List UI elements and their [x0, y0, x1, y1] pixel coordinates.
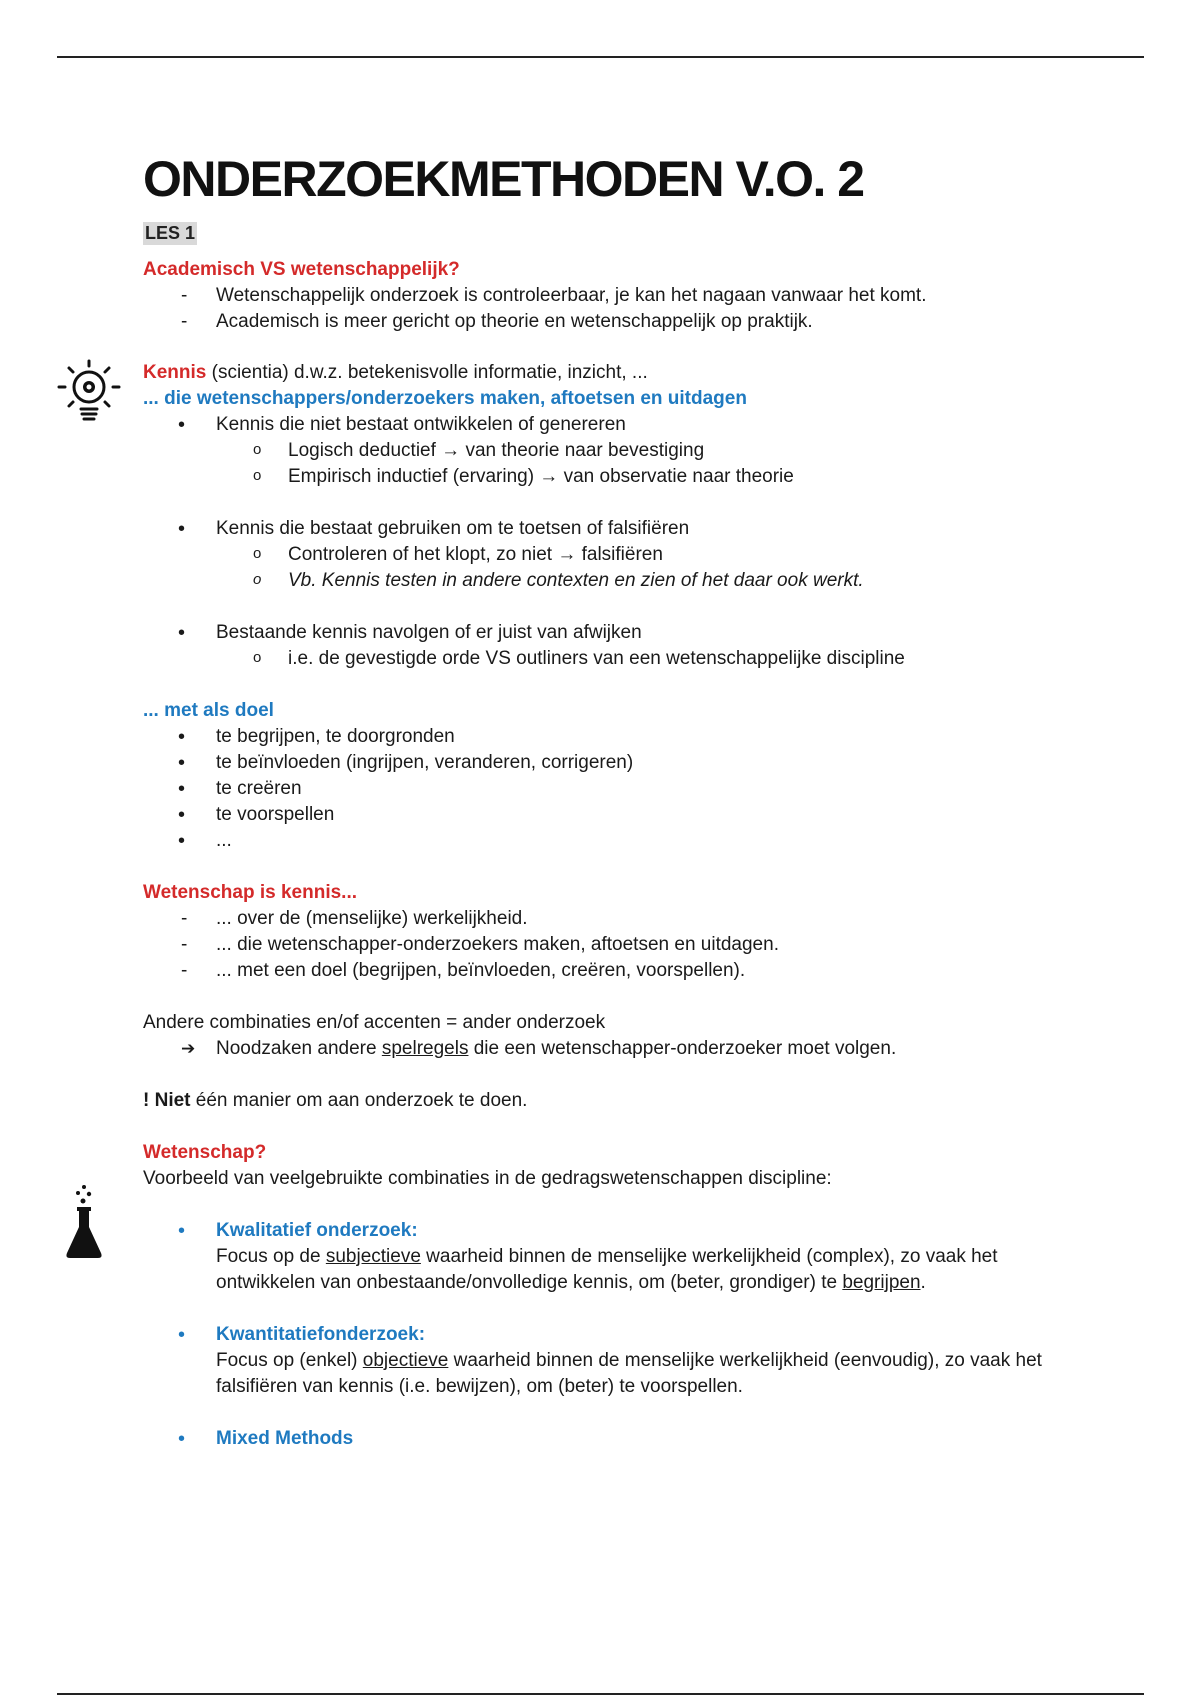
underlined-text: subjectieve — [325, 1246, 421, 1267]
kwan-text — [216, 1348, 1046, 1400]
sub-list-item: o Vb. Kennis testen in andere contexten en zien of het daar ook werkt. — [143, 568, 1063, 594]
list-item: - ... die wetenschapper-onderzoekers maken, aftoetsen en uitdagen. — [143, 932, 1063, 958]
text: waarheid binnen de menselijke werkelijkheid (eenvoudig), zo vaak het falsifiëren van kennis (i.e. bewijzen), om (beter) te voorspellen. — [216, 1350, 1042, 1397]
arrow-item — [143, 1036, 1063, 1062]
list-item: - Academisch is meer gericht op theorie en wetenschappelijk op praktijk. — [143, 309, 1063, 335]
list-item: - ... met een doel (begrijpen, beïnvloeden, creëren, voorspellen). — [143, 958, 1063, 984]
page-title: ONDERZOEKMETHODEN V.O. 2 — [143, 151, 864, 207]
section-wetenschap-kennis — [143, 880, 1063, 984]
kennis-rest: (scientia) d.w.z. betekenisvolle informatie, inzicht, ... — [206, 362, 648, 383]
sub-list-item: o Empirisch inductief (ervaring) → van observatie naar theorie — [143, 464, 1063, 490]
wetenschap-kennis-heading: Wetenschap is kennis... — [143, 882, 358, 903]
kennis-subheading: ... die wetenschappers/onderzoekers maken, aftoetsen en uitdagen — [143, 388, 747, 409]
list-item: • te beïnvloeden (ingrijpen, veranderen, corrigeren) — [143, 750, 1063, 776]
kwal-title: • Kwalitatief onderzoek: — [216, 1220, 418, 1241]
top-rule — [57, 56, 1144, 58]
flask-icon — [64, 1183, 104, 1261]
kwan-title: • Kwantitatiefonderzoek: — [216, 1324, 426, 1345]
section-niet — [143, 1088, 1063, 1114]
doel-heading: ... met als doel — [143, 700, 274, 721]
lightbulb-icon — [56, 358, 122, 424]
wetenschap-intro: Voorbeeld van veelgebruikte combinaties in de gedragswetenschappen discipline: — [143, 1168, 832, 1189]
text: Focus op de — [216, 1246, 326, 1267]
arrow-text: die een wetenschapper-onderzoeker moet volgen. — [468, 1038, 897, 1059]
niet-line — [143, 1088, 1063, 1114]
list-item: • Kennis die bestaat gebruiken om te toetsen of falsifiëren — [143, 516, 1063, 542]
list-item: • Bestaande kennis navolgen of er juist van afwijken — [143, 620, 1063, 646]
list-item: • te voorspellen — [143, 802, 1063, 828]
text: . — [920, 1272, 926, 1293]
list-item: • te begrijpen, te doorgronden — [143, 724, 1063, 750]
list-item: • te creëren — [143, 776, 1063, 802]
underlined-text: begrijpen — [842, 1272, 921, 1293]
section-wetenschap — [143, 1140, 1063, 1452]
section-doel — [143, 698, 1063, 854]
section-kennis — [143, 360, 1063, 672]
kwal-text — [216, 1244, 1026, 1296]
niet-rest: één manier om aan onderzoek te doen. — [190, 1090, 528, 1111]
underlined-text: objectieve — [362, 1350, 449, 1371]
document-content — [143, 150, 1063, 1452]
sub-list-item: o Logisch deductief → van theorie naar bevestiging — [143, 438, 1063, 464]
sub-list-item: o i.e. de gevestigde orde VS outliners van een wetenschappelijke discipline — [143, 646, 1063, 672]
arrow-text: Noodzaken andere — [216, 1038, 382, 1059]
niet-bold: ! Niet — [143, 1090, 191, 1111]
list-item-mixed — [143, 1426, 1063, 1452]
list-item-kwantitatief — [143, 1322, 1063, 1400]
arrow-underlined: spelregels — [381, 1038, 469, 1059]
text: waarheid binnen de menselijke werkelijkheid (complex), zo vaak het ontwikkelen van onbestaande/onvolledige kennis, om (beter, grondiger) te — [216, 1246, 998, 1293]
andere-line: Andere combinaties en/of accenten = ander onderzoek — [143, 1012, 606, 1033]
academisch-heading: Academisch VS wetenschappelijk? — [143, 259, 460, 280]
section-academisch — [143, 257, 1063, 335]
kennis-definition — [143, 360, 1063, 386]
list-item: - ... over de (menselijke) werkelijkheid. — [143, 906, 1063, 932]
text: Focus op (enkel) — [216, 1350, 363, 1371]
section-andere — [143, 1010, 1063, 1062]
list-item: - Wetenschappelijk onderzoek is controleerbaar, je kan het nagaan vanwaar het komt. — [143, 283, 1063, 309]
list-item-kwalitatief — [143, 1218, 1063, 1296]
sub-list-item: o Controleren of het klopt, zo niet → falsifiëren — [143, 542, 1063, 568]
lesson-label: LES 1 — [145, 223, 196, 243]
wetenschap-heading: Wetenschap? — [143, 1142, 267, 1163]
bottom-rule — [57, 1693, 1144, 1695]
mixed-title: Mixed Methods — [216, 1428, 354, 1449]
list-item: • ... — [143, 828, 1063, 854]
kennis-label: Kennis — [143, 362, 207, 383]
list-item: • Kennis die niet bestaat ontwikkelen of genereren — [143, 412, 1063, 438]
